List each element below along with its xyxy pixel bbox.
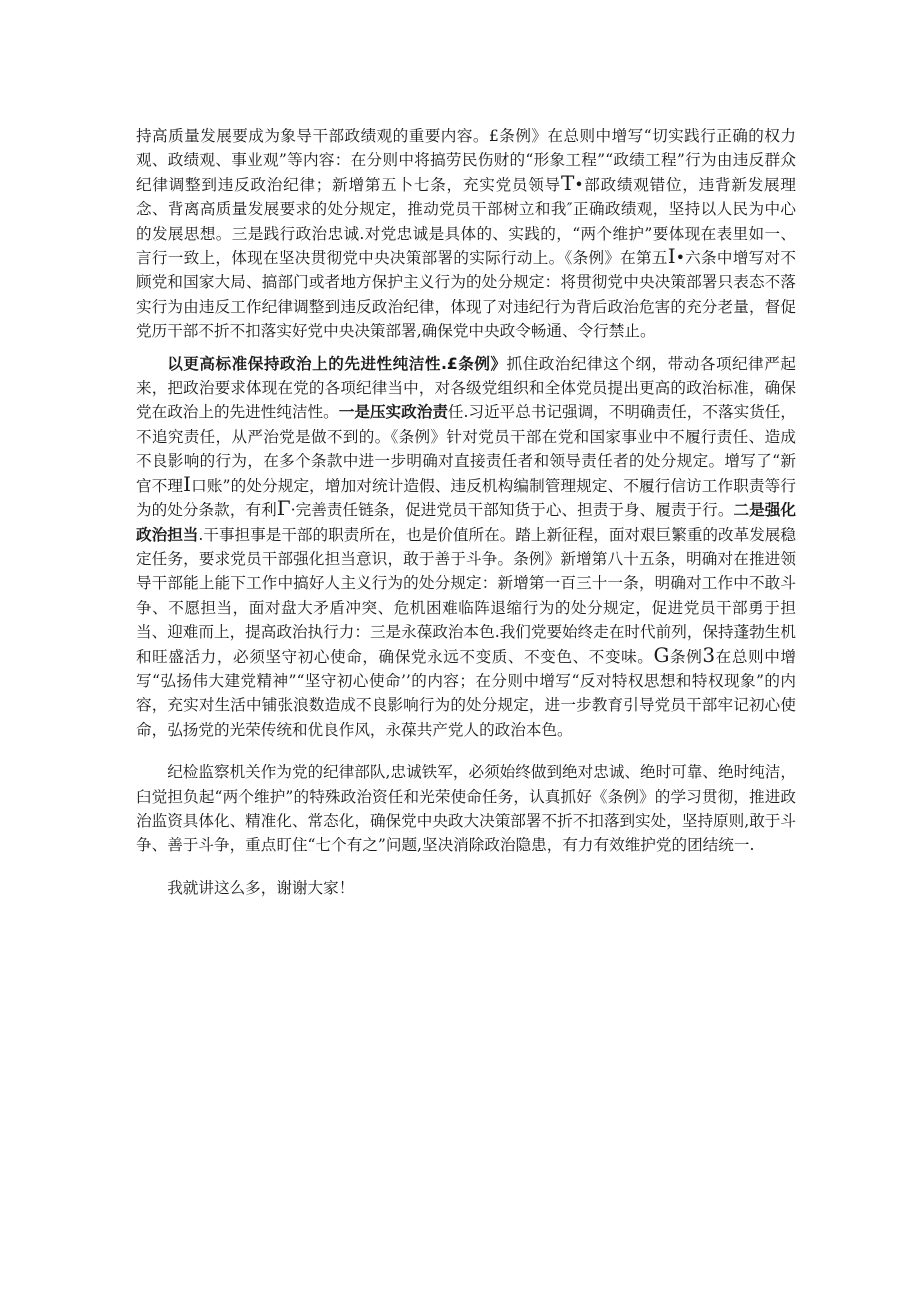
- text-segment: .干事担事是干部的职责所在，也是价值所在。踏上新征程，面对艰巨繁重的改革发展稳定任务，要求党员干部强化担当意识，敢于善于斗争。条例》新增第八十五条，明确对在推进领导干部能上能下工作中搞好人主义行为的处分规定：新增第一百三十一条，明确对工作中不敢斗争、不愿担当，面对盘大矛盾冲突、危机困难临阵退缩行为的处分规定，促进党员干部勇于担当、迎难而上，提高政治执行力：三是永葆政治本色.我们党要始终走在时代前列，保持蓬勃生机和旺盛活力，必须坚守初心使命，确保党永远不变质、不变色、不变味。: [136, 525, 796, 666]
- ocr-glyph-segment: I: [667, 244, 676, 269]
- ocr-glyph-segment: G: [653, 642, 670, 667]
- text-segment: •部政绩观错位，违背新发展理念、背离高质量发展要求的处分规定，推动党员干部树立和我″正确政绩观，坚持以人民为中心的发展思想。三是践行政治忠诚.对党忠诚是具体的、实践的，“两个维护”要体现在表里如一、言行一致上，体现在坚决贯彻党中央决策部署的实际行动上。《条例》在第五: [136, 175, 796, 268]
- paragraph: [136, 876, 796, 900]
- paragraph: [136, 760, 796, 858]
- text-segment: 抓住政治纪律这个纲，带动各项纪律严起来，把政治要求体现在党的各项纪律当中，对各级党组织和全体党员提出更高的政治标准，确保党在政治上的先进性纯洁性。: [136, 354, 796, 422]
- text-segment: 纪检监察机关作为党的纪律部队,忠诚铁军，必须始终做到绝对忠诚、绝时可靠、绝时纯洁，臼觉担负起“两个维护”的特殊政治资任和光荣使命任务，认真抓好《条例》的学习贯彻，推进政治监资具体化、精准化、常态化，确保党中央政大决策部署不折不扣落到实处，坚持原则,敢于斗争、善于斗争，重点盯住“七个有之”问题,坚决消除政治隐患，有力有效维护党的团结统一.: [136, 763, 796, 855]
- ocr-glyph-segment: Γ: [276, 496, 291, 521]
- paragraph: [136, 124, 796, 344]
- text-segment: 我就讲这么多，谢谢大家！: [167, 878, 355, 897]
- text-segment: •六条中增写对不顾党和国家大局、搞部门或者地方保护主义行为的处分规定：将贯彻党中央决策部署只表态不落实行为由违反工作纪律调整到违反政治纪律，体现了对违纪行为背后政治危害的充分老量，督促党历干部不折不扣落实好党中央决策部署,确保党中央政令畅通、令行禁止。: [136, 249, 796, 341]
- bold-text-segment: 一是压实政治责: [338, 403, 448, 422]
- text-segment: 持高质量发展要成为象导干部政绩观的重要内容。£条例》在总则中增写“切实践行正确的权力观、政绩观、事业观”等内容：在分则中将搞劳民伤财的“形象工程”“政绩工程”行为由违反群众纪律调整到违反政治纪律；新增第五卜七条，充实党员领导: [136, 127, 796, 194]
- text-segment: 任.习近平总书记强调，不明确责任，不落实货任，不追究责任，从严治党是做不到的。《条例》针对党员干部在党和国家事业中不履行责任、造成不良影响的行为，在多个条款中进一步明确对直接责任者和领导责任者的处分规定。增写了“新官不理: [136, 403, 796, 495]
- ocr-glyph-segment: I: [183, 471, 192, 496]
- text-segment: 条例: [669, 647, 703, 666]
- ocr-glyph-segment: T: [560, 170, 575, 195]
- bold-text-segment: 二是强化政治担当: [136, 501, 796, 544]
- document-body: [136, 124, 796, 900]
- text-segment: 在总则中增写“弘扬伟大建党精神”“坚守初心使命’’的内容；在分则中增写“反对特权思想和特权现象”的内容，充实对生活中铺张浪数造成不良影响行为的处分规定，进一步教育引导党员干部牢记初心使命，弘扬党的光荣传统和优良作风，永葆共产党人的政治本色。: [136, 647, 796, 739]
- paragraph: [136, 352, 796, 743]
- text-segment: ·完善责任链条，促进党员干部知货于心、担责于身、履责于行。: [290, 501, 734, 520]
- text-segment: 口账”的处分规定，增加对统计造假、违反机构编制管理规定、不履行信访工作职责等行为的处分条款，有利: [136, 476, 796, 520]
- bold-text-segment: 以更高标准保持政治上的先进性纯洁性.£条例》: [167, 354, 507, 373]
- ocr-glyph-segment: 3: [702, 642, 716, 667]
